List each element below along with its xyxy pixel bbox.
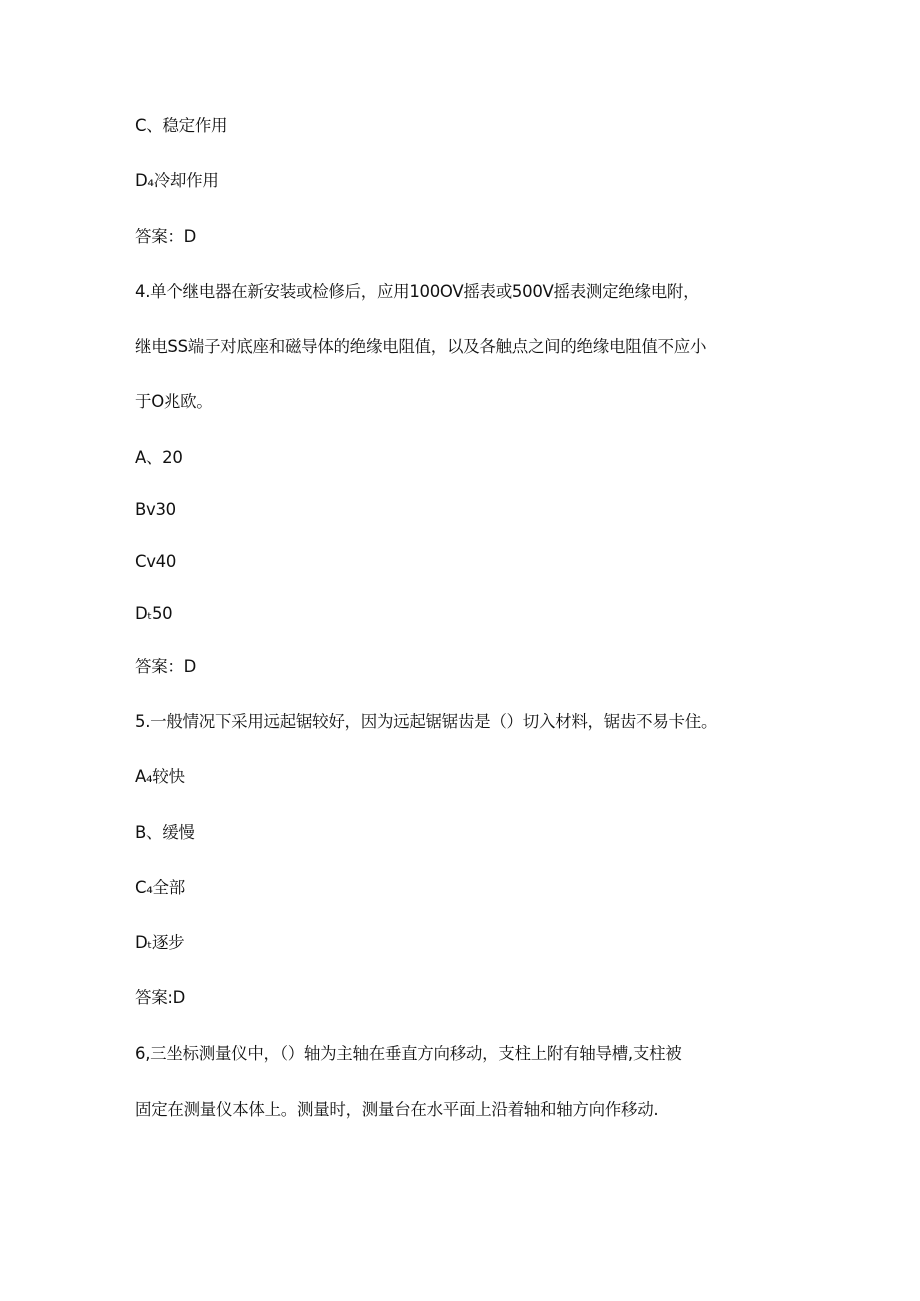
- question-4: 4.单个继电器在新安装或检修后，应用100OV摇表或500V摇表测定绝缘电附，: [135, 282, 700, 301]
- option-c: C、稳定作用: [135, 116, 228, 135]
- option-d: Dₜ50: [135, 604, 173, 623]
- option-c: C₄全部: [135, 878, 185, 897]
- option-d: Dₜ逐步: [135, 933, 185, 952]
- question-6: 6,三坐标测量仪中，（）轴为主轴在垂直方向移动，支柱上附有轴导槽,支柱被: [135, 1044, 682, 1063]
- option-d: D₄冷却作用: [135, 171, 219, 190]
- question-6-cont: 固定在测量仪本体上。测量时，测量台在水平面上沿着轴和轴方向作移动.: [135, 1100, 659, 1119]
- answer: 答案：D: [135, 657, 197, 676]
- option-b: B、缓慢: [135, 823, 195, 842]
- option-a: A₄较快: [135, 767, 185, 786]
- question-4-cont: 于O兆欧。: [135, 392, 213, 411]
- option-a: A、20: [135, 448, 183, 467]
- question-4-cont: 继电SS端子对底座和磁导体的绝缘电阻值，以及各触点之间的绝缘电阻值不应小: [135, 337, 707, 356]
- answer: 答案:D: [135, 988, 186, 1007]
- option-b: Bv30: [135, 500, 176, 519]
- question-5: 5.一般情况下采用远起锯较好，因为远起锯锯齿是（）切入材料，锯齿不易卡住。: [135, 712, 718, 731]
- answer: 答案：D: [135, 227, 197, 246]
- option-c: Cv40: [135, 552, 177, 571]
